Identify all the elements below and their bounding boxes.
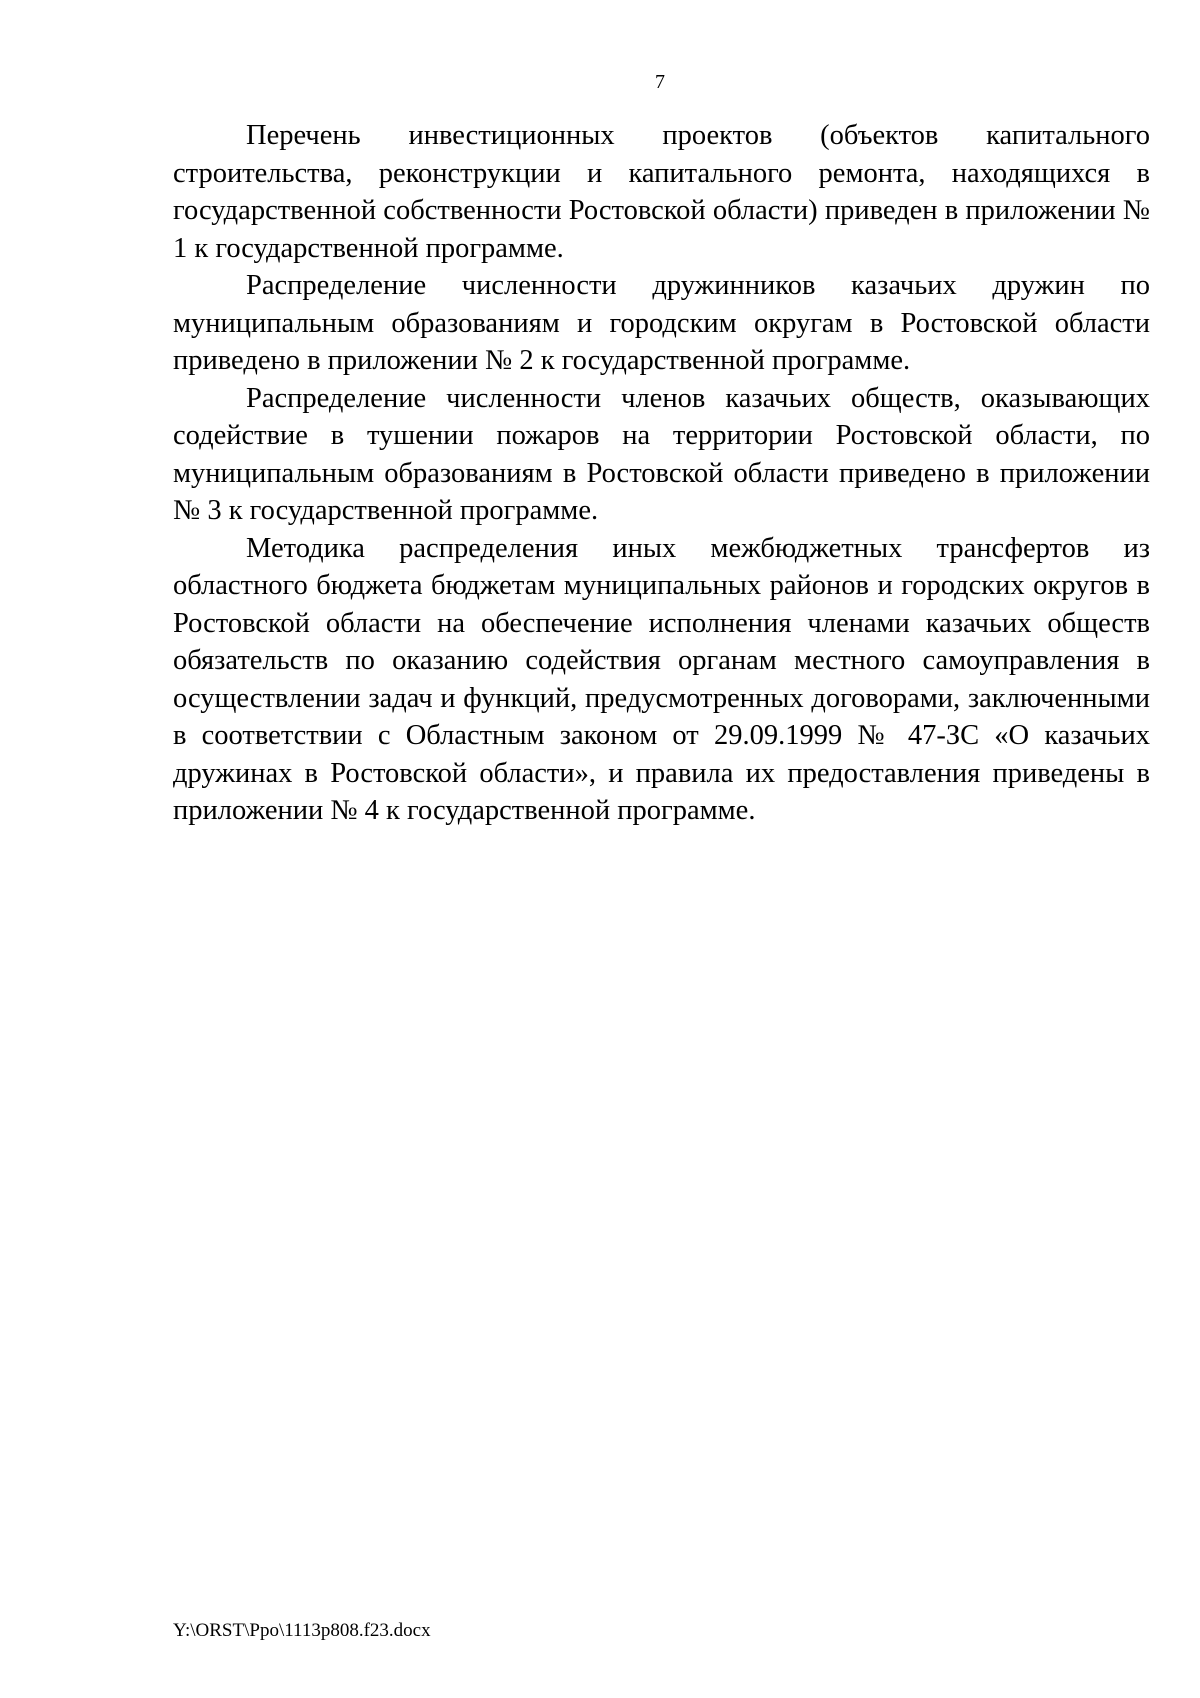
- document-body: [173, 117, 1150, 830]
- page-number: 7: [655, 71, 665, 93]
- paragraph-fire-assistance-distribution: Распределение численности членов казачьих обществ, оказывающих содействие в тушении пожаров на территории Ростовской области, по муниципальным образованиям в Ростовской области приведено в приложении № 3 к государственной программе.: [173, 382, 1150, 526]
- paragraph-investment-projects: Перечень инвестиционных проектов (объектов капитального строительства, реконструкции и капитального ремонта, находящихся в государственной собственности Ростовской области) приведен в приложении № 1 к государственной программе.: [173, 120, 1150, 264]
- paragraph-druzhinniki-distribution: Распределение численности дружинников казачьих дружин по муниципальным образованиям и городским округам в Ростовской области приведено в приложении № 2 к государственной программе.: [173, 270, 1150, 376]
- paragraph-transfer-methodology: Методика распределения иных межбюджетных трансфертов из областного бюджета бюджетам муниципальных районов и городских округов в Ростовской области на обеспечение исполнения членами казачьих обществ обязательств по оказанию содействия органам местного самоуправления в осуществлении задач и функций, предусмотренных договорами, заключенными в соответствии с Областным законом от 29.09.1999 № 47-ЗС «О казачьих дружинах в Ростовской области», и правила их предоставления приведены в приложении № 4 к государственной программе.: [173, 532, 1150, 826]
- footer-file-path: Y:\ORST\Ppo\1113p808.f23.docx: [173, 1620, 431, 1641]
